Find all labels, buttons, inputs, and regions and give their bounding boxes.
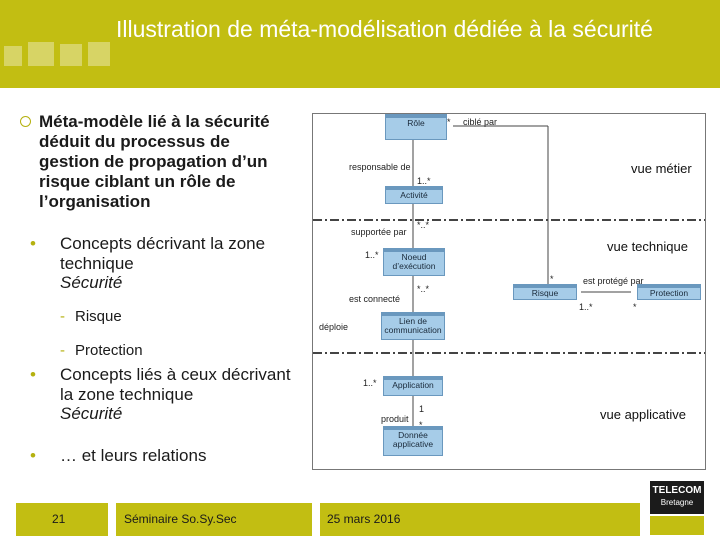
telecom-bretagne-logo [650, 481, 704, 535]
class-activite: Activité [385, 186, 443, 204]
rel-cible-par: ciblé par [463, 117, 498, 127]
mult-star: * [633, 302, 637, 312]
mult-star: * [447, 117, 451, 127]
bullet-dot-icon: • [30, 446, 36, 465]
bullet-main-text: Méta-modèle lié à la sécurité déduit du processus de gestion de propagation d’un risque ciblant un rôle de l’organisation [39, 112, 270, 211]
logo-line1: TELECOM [652, 485, 702, 496]
sub-bullet-concepts-emph: Sécurité [60, 273, 123, 292]
bullet-dot-icon: • [30, 365, 36, 384]
dash-icon: - [60, 342, 65, 359]
zone-label-metier: vue métier [631, 161, 692, 176]
mult-many: *..* [417, 220, 430, 230]
rel-deploie: déploie [319, 322, 349, 332]
zone-label-technique: vue technique [607, 239, 688, 254]
sub-bullet-relations-text: … et leurs relations [60, 446, 207, 465]
footer-date-text: 25 mars 2016 [327, 512, 401, 526]
mult-many: *..* [417, 284, 430, 294]
footer-date [320, 503, 640, 536]
mult-one-many: 1..* [579, 302, 593, 312]
rel-est-protege-par: est protégé par [583, 276, 644, 286]
circle-bullet-icon [20, 116, 31, 127]
mult-one: 1 [419, 404, 425, 414]
class-lien: Lien de communication [381, 312, 445, 340]
mult-one-many: 1..* [365, 250, 379, 260]
logo-line2: Bretagne [660, 498, 694, 507]
class-application: Application [383, 376, 443, 396]
sub-bullet-concepts-text: Concepts décrivant la zone technique [60, 234, 266, 273]
rel-produit: produit [381, 414, 409, 424]
rel-responsable-de: responsable de [349, 162, 411, 172]
mult-star: * [550, 274, 554, 284]
zone-label-applicative: vue applicative [600, 407, 686, 422]
class-noeud: Noeud d’exécution [383, 248, 445, 276]
meta-model-diagram [312, 113, 706, 470]
watermark-logo [4, 40, 112, 68]
rel-supportee-par: supportée par [351, 227, 407, 237]
bullet-dot-icon: • [30, 234, 36, 253]
item-protection-text: Protection [75, 342, 143, 359]
mult-star: * [419, 420, 423, 430]
class-role: Rôle [385, 114, 447, 140]
class-donnee: Donnée applicative [383, 426, 443, 456]
slide-title: Illustration de méta-modélisation dédiée à la sécurité [116, 16, 653, 42]
dash-icon: - [60, 308, 65, 325]
footer-page-number [16, 503, 108, 536]
rel-est-connecte: est connecté [349, 294, 401, 304]
seminar-name: Séminaire So.Sy.Sec [124, 512, 237, 526]
page-number: 21 [52, 512, 66, 526]
class-protection: Protection [637, 284, 701, 300]
title-bar [0, 0, 720, 88]
sub-bullet-related-emph: Sécurité [60, 404, 123, 423]
mult-one-many: 1..* [417, 176, 431, 186]
item-risque-text: Risque [75, 308, 122, 325]
mult-one-many: 1..* [363, 378, 377, 388]
sub-bullet-related-text: Concepts liés à ceux décrivant la zone technique [60, 365, 291, 404]
footer-seminar [116, 503, 312, 536]
class-risque: Risque [513, 284, 577, 300]
